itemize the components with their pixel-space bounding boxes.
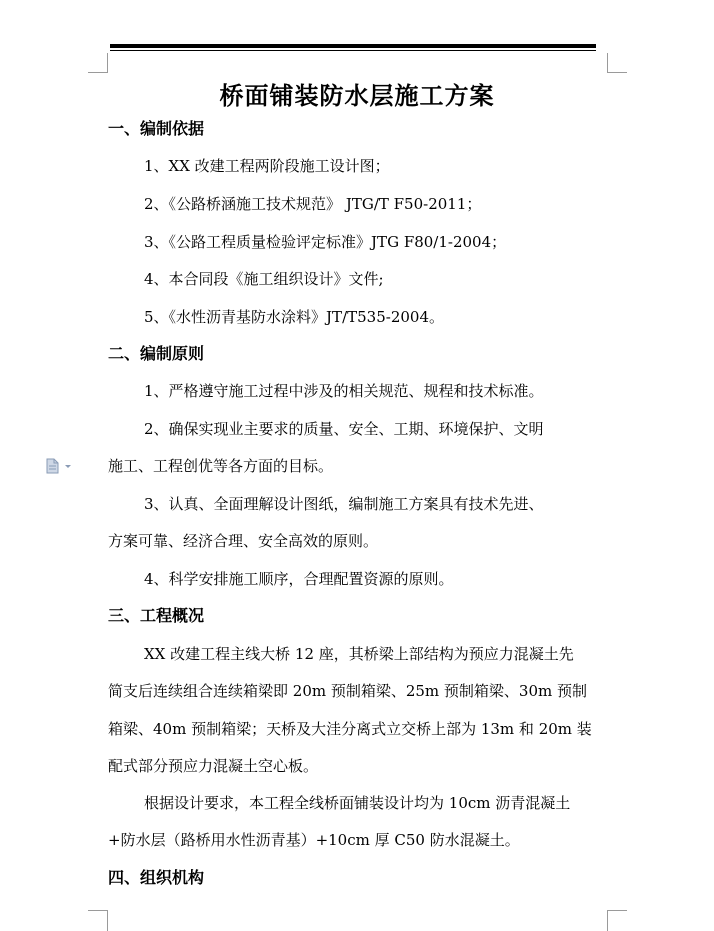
crop-mark <box>88 910 108 911</box>
paragraph-line: 3、认真、全面理解设计图纸，编制施工方案具有技术先进、 <box>144 495 544 513</box>
paragraph-line: 4、本合同段《施工组织设计》文件; <box>144 270 384 288</box>
paragraph-line: 箱梁、40m 预制箱梁；天桥及大洼分离式立交桥上部为 13m 和 20m 装 <box>108 720 592 738</box>
paragraph-line: 1、XX 改建工程两阶段施工设计图； <box>144 157 390 175</box>
paragraph-line: 简支后连续组合连续箱梁即 20m 预制箱梁、25m 预制箱梁、30m 预制 <box>108 682 588 700</box>
paragraph-line: XX 改建工程主线大桥 12 座，其桥梁上部结构为预应力混凝土先 <box>144 645 574 663</box>
crop-mark <box>107 53 108 73</box>
crop-mark <box>607 53 608 73</box>
header-rule-thick <box>110 44 596 48</box>
paragraph-options-icon[interactable] <box>46 458 74 474</box>
header-rule-thin <box>110 50 596 51</box>
paragraph-line: 2、《公路桥涵施工技术规范》 JTG/T F50-2011； <box>144 195 482 213</box>
paragraph-line: 4、科学安排施工顺序，合理配置资源的原则。 <box>144 570 454 588</box>
paragraph-line: 5、《水性沥青基防水涂料》JT/T535-2004。 <box>144 308 444 326</box>
document-title: 桥面铺装防水层施工方案 <box>219 81 495 110</box>
paragraph-line: 3、《公路工程质量检验评定标准》JTG F80/1-2004； <box>144 233 507 251</box>
paragraph-line: 配式部分预应力混凝土空心板。 <box>108 757 319 775</box>
paragraph-line: 2、确保实现业主要求的质量、安全、工期、环境保护、文明 <box>144 420 544 438</box>
paragraph-line: 1、严格遵守施工过程中涉及的相关规范、规程和技术标准。 <box>144 382 544 400</box>
paragraph-line: +防水层（路桥用水性沥青基）+10cm 厚 C50 防水混凝土。 <box>108 831 520 849</box>
section-heading: 一、编制依据 <box>108 119 205 138</box>
section-heading: 四、组织机构 <box>108 868 205 887</box>
crop-mark <box>607 72 627 73</box>
crop-mark <box>607 910 627 911</box>
paragraph-line: 方案可靠、经济合理、安全高效的原则。 <box>108 532 379 550</box>
section-heading: 三、工程概况 <box>108 606 205 625</box>
crop-mark <box>607 911 608 931</box>
crop-mark <box>88 72 108 73</box>
paragraph-line: 根据设计要求，本工程全线桥面铺装设计均为 10cm 沥青混凝土 <box>144 794 571 812</box>
paragraph-line: 施工、工程创优等各方面的目标。 <box>108 457 334 475</box>
section-heading: 二、编制原则 <box>108 344 205 363</box>
crop-mark <box>107 911 108 931</box>
